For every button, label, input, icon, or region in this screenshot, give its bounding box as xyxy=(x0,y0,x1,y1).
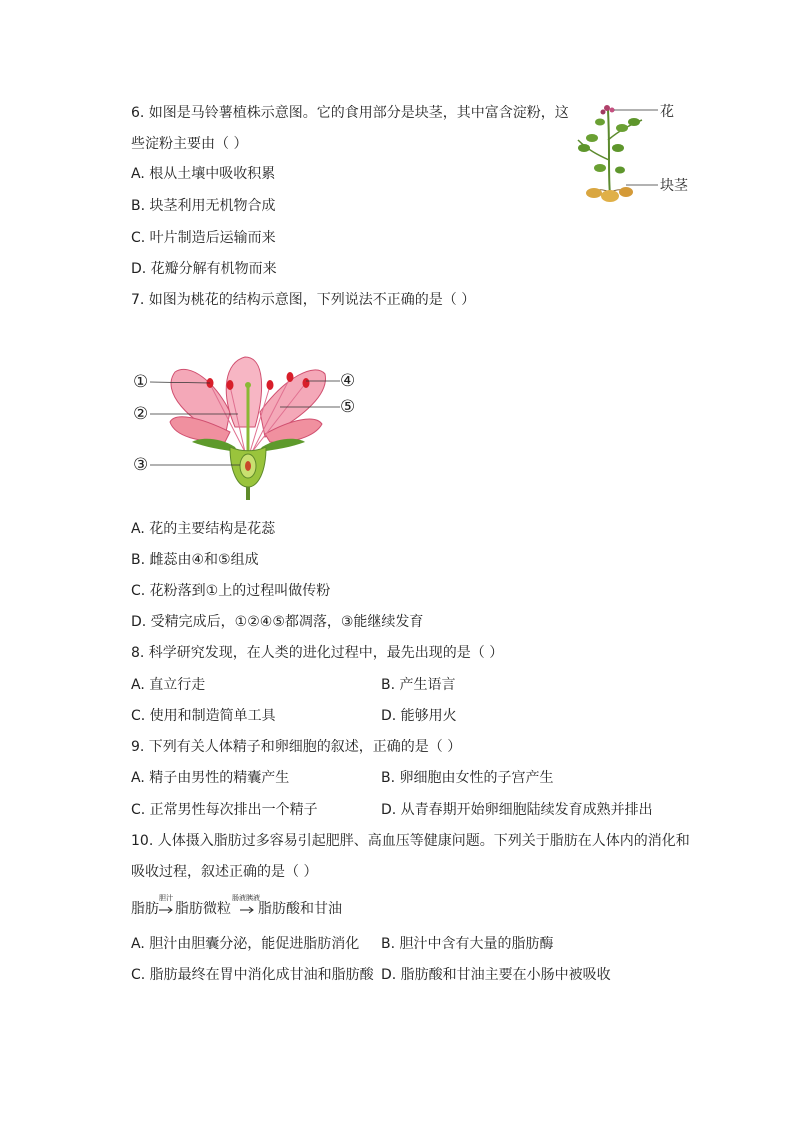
peach-flower-figure xyxy=(130,352,360,502)
q6-option-a: A. 根从土壤中吸收积累 xyxy=(131,166,276,182)
q10-option-a: A. 胆汁由胆囊分泌，能促进脂肪消化 xyxy=(131,936,360,952)
q10-stem-line1: 10. 人体摄入脂肪过多容易引起肥胖、高血压等健康问题。下列关于脂肪在人体内的消化和 xyxy=(131,833,690,849)
q6-stem-line2: 些淀粉主要由（ ） xyxy=(131,136,248,152)
q10-option-b: B. 胆汁中含有大量的脂肪酶 xyxy=(381,936,554,952)
flow-arrow1-label: 胆汁 xyxy=(159,894,173,902)
flower-marker-2: ② xyxy=(133,404,149,424)
flower-marker-4: ④ xyxy=(340,371,356,391)
q8-option-b: B. 产生语言 xyxy=(381,677,456,693)
flow-middle: 脂肪微粒 xyxy=(175,901,231,917)
potato-label-flower: 花 xyxy=(660,104,674,120)
q10-stem-line2: 吸收过程，叙述正确的是（ ） xyxy=(131,864,318,880)
q9-option-d: D. 从青春期开始卵细胞陆续发育成熟并排出 xyxy=(381,802,653,818)
flower-marker-5: ⑤ xyxy=(340,397,356,417)
flow-start: 脂肪 xyxy=(131,901,159,917)
q7-option-d: D. 受精完成后，①②④⑤都凋落，③能继续发育 xyxy=(131,614,424,630)
q9-option-c: C. 正常男性每次排出一个精子 xyxy=(131,802,318,818)
q8-option-d: D. 能够用火 xyxy=(381,708,457,724)
q9-option-b: B. 卵细胞由女性的子宫产生 xyxy=(381,770,554,786)
flow-arrow1-icon xyxy=(159,906,173,914)
q6-stem-line1: 6. 如图是马铃薯植株示意图。它的食用部分是块茎，其中富含淀粉，这 xyxy=(131,105,569,121)
q6-option-d: D. 花瓣分解有机物而来 xyxy=(131,261,277,277)
q9-stem: 9. 下列有关人体精子和卵细胞的叙述，正确的是（ ） xyxy=(131,739,462,755)
q8-stem: 8. 科学研究发现，在人类的进化过程中，最先出现的是（ ） xyxy=(131,645,504,661)
potato-plant-figure xyxy=(570,100,660,205)
q6-option-c: C. 叶片制造后运输而来 xyxy=(131,230,276,246)
flower-marker-3: ③ xyxy=(133,455,149,475)
q10-option-c: C. 脂肪最终在胃中消化成甘油和脂肪酸 xyxy=(131,967,374,983)
flow-arrow2-icon xyxy=(240,906,254,914)
q10-option-d: D. 脂肪酸和甘油主要在小肠中被吸收 xyxy=(381,967,611,983)
q8-option-a: A. 直立行走 xyxy=(131,677,206,693)
q7-option-b: B. 雌蕊由④和⑤组成 xyxy=(131,552,259,568)
flow-end: 脂肪酸和甘油 xyxy=(258,901,342,917)
flower-marker-1: ① xyxy=(133,372,149,392)
q6-option-b: B. 块茎利用无机物合成 xyxy=(131,198,276,214)
potato-label-tuber: 块茎 xyxy=(660,178,688,194)
flow-arrow2-label: 肠液胰液 xyxy=(232,894,260,902)
q9-option-a: A. 精子由男性的精囊产生 xyxy=(131,770,290,786)
q8-option-c: C. 使用和制造简单工具 xyxy=(131,708,276,724)
q7-option-a: A. 花的主要结构是花蕊 xyxy=(131,521,276,537)
q7-option-c: C. 花粉落到①上的过程叫做传粉 xyxy=(131,583,331,599)
q7-stem: 7. 如图为桃花的结构示意图，下列说法不正确的是（ ） xyxy=(131,292,476,308)
